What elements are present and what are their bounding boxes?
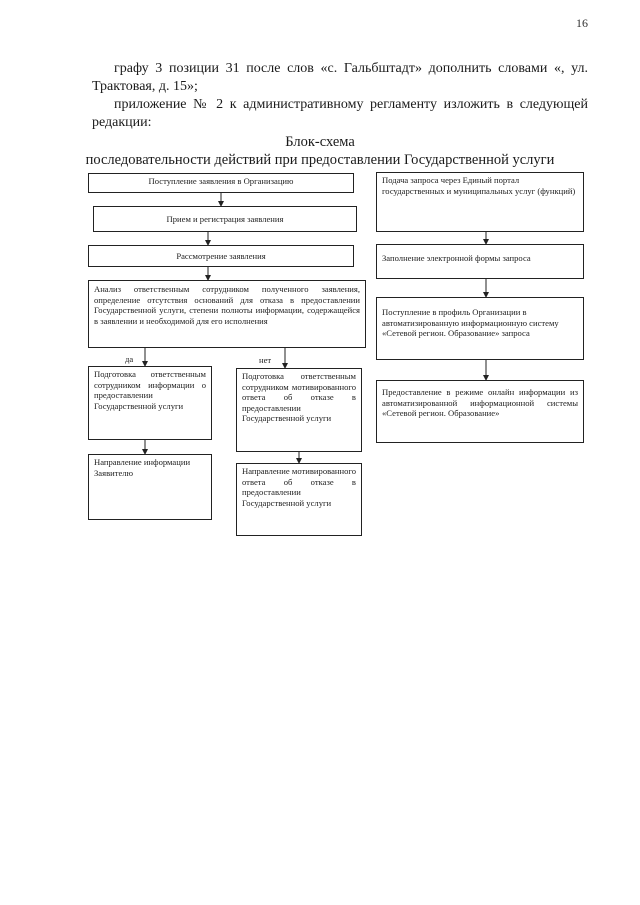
- step-send-refusal: Направление мотивированного ответа об отказе в предоставлении Государственной услуги: [236, 463, 362, 536]
- step-prepare-information: Подготовка ответственным сотрудником информации о предоставлении Государственной услуги: [88, 366, 212, 440]
- step-fill-electronic-form: Заполнение электронной формы запроса: [376, 244, 584, 279]
- diagram-title: Блок-схема: [285, 134, 355, 150]
- step-acceptance-registration: Прием и регистрация заявления: [93, 206, 357, 232]
- step-analysis-of-application: Анализ ответственным сотрудником полученного заявления, определение отсутствия оснований для отказа в предоставлении Государственной услуги, степени полноты информации, содержащейся в заявлении и необходимой для его исполнения: [88, 280, 366, 348]
- step-online-information: Предоставление в режиме онлайн информации из автоматизированной информационной системы «Сетевой регион. Образование»: [376, 380, 584, 443]
- page-number: 16: [576, 16, 588, 30]
- step-receipt-in-system: Поступление в профиль Организации в автоматизированную информационную систему «Сетевой регион. Образование» запроса: [376, 297, 584, 360]
- paragraph-appendix: приложение № 2 к административному регламенту изложить в следующей редакции:: [92, 97, 588, 130]
- step-submit-via-portal: Подача запроса через Единый портал государственных и муниципальных услуг (функций): [376, 172, 584, 232]
- step-send-information: Направление информации Заявителю: [88, 454, 212, 520]
- branch-no-label: нет: [259, 355, 272, 365]
- step-review-application: Рассмотрение заявления: [88, 245, 354, 267]
- branch-yes-label: да: [125, 354, 134, 364]
- diagram-subtitle: последовательности действий при предоставлении Государственной услуги: [85, 152, 555, 168]
- step-prepare-refusal: Подготовка ответственным сотрудником мотивированного ответа об отказе в предоставлении Государственной услуги: [236, 368, 362, 452]
- step-receipt-of-application: Поступление заявления в Организацию: [88, 173, 354, 193]
- paragraph-amendment: графу 3 позиции 31 после слов «с. Гальбштадт» дополнить словами «, ул. Трактовая, д. 15»;: [92, 61, 588, 94]
